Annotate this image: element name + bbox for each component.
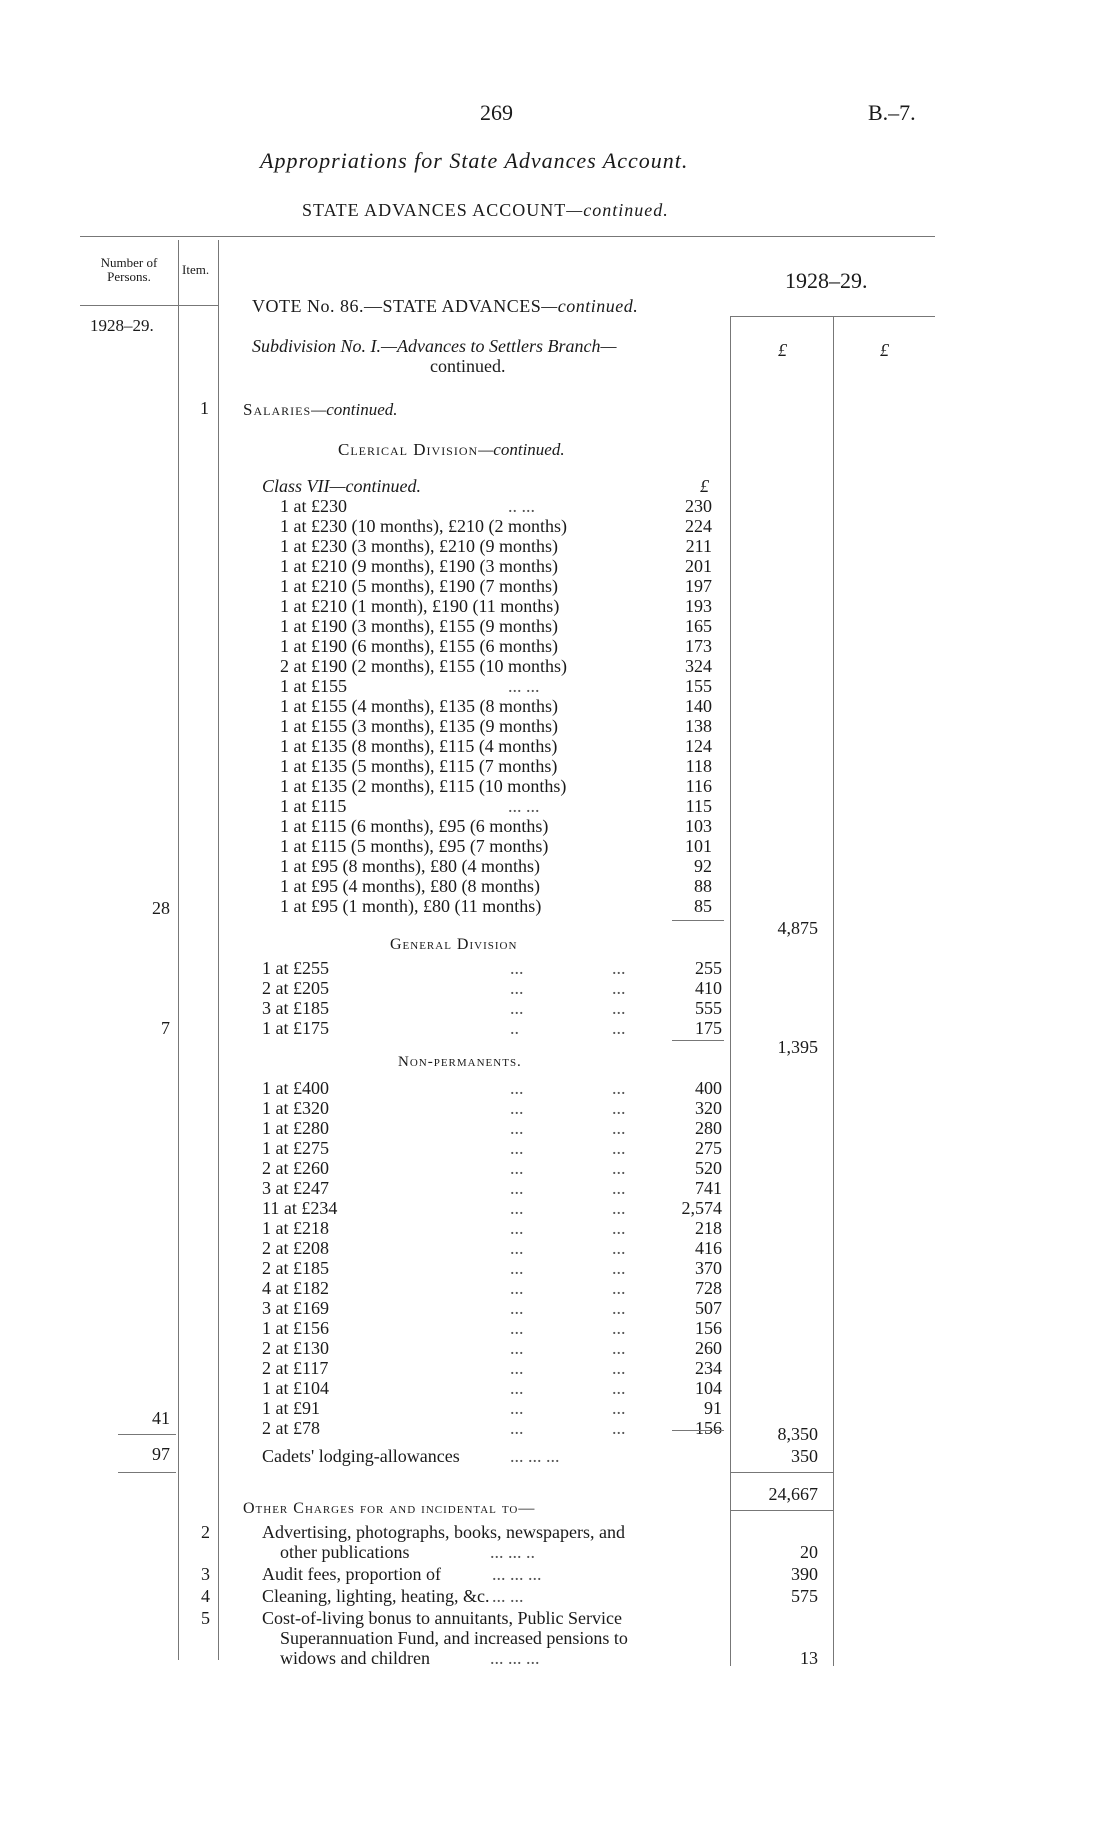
nonperm-row-dots-b: ...: [612, 1398, 626, 1418]
nonperm-row-amount: 91: [704, 1398, 722, 1418]
class-row: [280, 836, 730, 856]
class-row: [280, 856, 730, 876]
other-item-text: widows and children: [280, 1648, 430, 1668]
nonperm-row-desc: 1 at £280: [262, 1118, 329, 1138]
class-row-desc: 1 at £95 (8 months), £80 (4 months): [280, 856, 540, 876]
nonperm-persons: 41: [152, 1408, 170, 1428]
class-row-desc: 1 at £210 (9 months), £190 (3 months): [280, 556, 558, 576]
nonperm-row-desc: 1 at £275: [262, 1138, 329, 1158]
class-row-desc: 1 at £155 (3 months), £135 (9 months): [280, 716, 558, 736]
document-reference: B.–7.: [868, 100, 916, 125]
nonperm-row-dots-b: ...: [612, 1218, 626, 1238]
class-row-dots: ... ...: [508, 796, 540, 816]
class-row-amount: 211: [685, 536, 712, 556]
other-item-line3: [280, 1648, 740, 1668]
nonperm-row-desc: 3 at £169: [262, 1298, 329, 1318]
nonperm-row: [262, 1138, 732, 1158]
other-item-number: 2: [201, 1522, 210, 1542]
general-row-dots-a: ...: [510, 958, 524, 978]
clerical-subtotal-rule: [672, 920, 724, 921]
class-row-amount: 224: [685, 516, 712, 536]
account-subtitle-cont: —continued.: [566, 200, 669, 220]
other-item-number: 3: [201, 1564, 210, 1584]
nonperm-row: [262, 1178, 732, 1198]
nonperm-row-dots-b: ...: [612, 1278, 626, 1298]
nonperm-row: [262, 1098, 732, 1118]
general-row-desc: 1 at £255: [262, 958, 329, 978]
class-row-desc: 1 at £115 (5 months), £95 (7 months): [280, 836, 549, 856]
nonperm-row-dots-a: ...: [510, 1098, 524, 1118]
clerical-heading-main: Clerical Division: [338, 440, 479, 459]
class-row-desc: 1 at £230 (10 months), £210 (2 months): [280, 516, 567, 536]
nonperm-row-amount: 280: [695, 1118, 722, 1138]
clerical-persons: 28: [152, 898, 170, 918]
col-divider-amount: [833, 316, 834, 1666]
nonperm-row-amount: 234: [695, 1358, 722, 1378]
class-row-desc: 2 at £190 (2 months), £155 (10 months): [280, 656, 567, 676]
nonperm-row-dots-a: ...: [510, 1398, 524, 1418]
salaries-heading: [243, 400, 398, 420]
class-row: [280, 576, 730, 596]
class-row-amount: 103: [685, 816, 712, 836]
clerical-heading: [338, 440, 565, 460]
nonperm-row-amount: 520: [695, 1158, 722, 1178]
nonperm-row-desc: 2 at £260: [262, 1158, 329, 1178]
col-divider-persons: [178, 240, 179, 1660]
nonperm-row: [262, 1118, 732, 1138]
class-row-desc: 1 at £95 (1 month), £80 (11 months): [280, 896, 542, 916]
class-row-desc: 1 at £155: [280, 676, 347, 696]
nonperm-row-amount: 320: [695, 1098, 722, 1118]
subdivision-line2: continued.: [430, 356, 506, 376]
nonperm-row-amount: 507: [695, 1298, 722, 1318]
class-row: [280, 516, 730, 536]
general-row-dots-a: ...: [510, 978, 524, 998]
class-row-desc: 1 at £95 (4 months), £80 (8 months): [280, 876, 540, 896]
class-row-amount: 101: [685, 836, 712, 856]
other-item-text: Superannuation Fund, and increased pensions to: [280, 1628, 628, 1648]
other-item-number: 4: [201, 1586, 210, 1606]
class-row: [280, 716, 730, 736]
subdivision-line1: Subdivision No. I.—Advances to Settlers Branch—: [252, 336, 617, 356]
nonperm-row-desc: 3 at £247: [262, 1178, 329, 1198]
nonperm-row-dots-a: ...: [510, 1258, 524, 1278]
class-row: [280, 656, 730, 676]
class-row-desc: 1 at £190 (3 months), £155 (9 months): [280, 616, 558, 636]
other-item-amount: 20: [800, 1542, 818, 1562]
general-row-desc: 2 at £205: [262, 978, 329, 998]
persons-header-rule: [80, 305, 218, 306]
class-row-amount: 197: [685, 576, 712, 596]
salaries-heading-main: Salaries: [243, 400, 312, 419]
nonperm-row-dots-a: ...: [510, 1378, 524, 1398]
nonperm-row: [262, 1318, 732, 1338]
nonperm-row-dots-a: ...: [510, 1218, 524, 1238]
nonperm-row: [262, 1298, 732, 1318]
class-row-dots: ... ...: [508, 676, 540, 696]
general-row-dots-b: ...: [612, 958, 626, 978]
nonperm-row-dots-a: ...: [510, 1318, 524, 1338]
class-row: [280, 556, 730, 576]
class-row-desc: 1 at £155 (4 months), £135 (8 months): [280, 696, 558, 716]
cadets-dots: ... ... ...: [510, 1446, 560, 1466]
other-item-number: 5: [201, 1608, 210, 1628]
nonperm-row-desc: 2 at £78: [262, 1418, 320, 1438]
nonperm-row-dots-a: ...: [510, 1158, 524, 1178]
class-row: [280, 536, 730, 556]
other-item-text: Advertising, photographs, books, newspapers, and: [262, 1522, 625, 1542]
nonperm-row-dots-b: ...: [612, 1098, 626, 1118]
class-row: [280, 696, 730, 716]
other-item-line1: [262, 1564, 722, 1584]
nonperm-row-dots-a: ...: [510, 1298, 524, 1318]
general-division-heading: General Division: [390, 936, 518, 953]
vote-heading-main: VOTE No. 86.—STATE ADVANCES: [252, 296, 542, 316]
other-item-text: Cleaning, lighting, heating, &c.: [262, 1586, 490, 1606]
other-item-line2: [280, 1628, 740, 1648]
amount-header-rule: [730, 316, 935, 317]
non-permanents-heading: Non-permanents.: [398, 1054, 522, 1070]
nonperm-row: [262, 1198, 732, 1218]
nonperm-row: [262, 1218, 732, 1238]
nonperm-row-amount: 400: [695, 1078, 722, 1098]
nonperm-row-dots-b: ...: [612, 1418, 626, 1438]
nonperm-row-dots-b: ...: [612, 1078, 626, 1098]
general-row: [262, 978, 732, 998]
other-charges-heading: Other Charges for and incidental to—: [243, 1500, 536, 1517]
nonperm-row-amount: 104: [695, 1378, 722, 1398]
nonperm-row-desc: 1 at £400: [262, 1078, 329, 1098]
class-row-amount: 193: [685, 596, 712, 616]
class-row-amount: 118: [685, 756, 712, 776]
total-persons: 97: [152, 1444, 170, 1464]
class-row: [280, 676, 730, 696]
general-row-dots-b: ...: [612, 998, 626, 1018]
nonperm-row: [262, 1418, 732, 1438]
other-item-dots: ... ... ...: [492, 1564, 542, 1584]
nonperm-row-dots-b: ...: [612, 1178, 626, 1198]
salaries-total: 24,667: [768, 1484, 818, 1504]
class-row-amount: 173: [685, 636, 712, 656]
other-item-amount: 390: [791, 1564, 818, 1584]
nonperm-row-dots-b: ...: [612, 1298, 626, 1318]
clerical-total: 4,875: [777, 918, 818, 938]
class-row: [280, 596, 730, 616]
nonperm-row-desc: 1 at £218: [262, 1218, 329, 1238]
class-row-amount: 115: [685, 796, 712, 816]
class-row: [280, 736, 730, 756]
class-row-amount: 140: [685, 696, 712, 716]
nonperm-row: [262, 1258, 732, 1278]
general-row-amount: 175: [695, 1018, 722, 1038]
nonperm-row-dots-b: ...: [612, 1118, 626, 1138]
nonperm-row-dots-a: ...: [510, 1418, 524, 1438]
class-row-desc: 1 at £135 (5 months), £115 (7 months): [280, 756, 558, 776]
nonperm-row-amount: 728: [695, 1278, 722, 1298]
item-header: Item.: [182, 262, 210, 277]
general-row-amount: 410: [695, 978, 722, 998]
nonperm-row: [262, 1398, 732, 1418]
other-item-amount: 13: [800, 1648, 818, 1668]
nonperm-row-desc: 4 at £182: [262, 1278, 329, 1298]
number-of-persons-header: Number of Persons.: [100, 255, 158, 284]
nonperm-row-dots-a: ...: [510, 1198, 524, 1218]
page-title: Appropriations for State Advances Account.: [260, 148, 689, 173]
nonperm-row-dots-a: ...: [510, 1358, 524, 1378]
other-item-line1: [262, 1522, 722, 1542]
nonperm-row-dots-a: ...: [510, 1138, 524, 1158]
general-row-dots-a: ..: [510, 1018, 519, 1038]
class-row-amount: 165: [685, 616, 712, 636]
general-subtotal-rule: [672, 1040, 724, 1041]
nonperm-row: [262, 1338, 732, 1358]
class-row-desc: 1 at £190 (6 months), £155 (6 months): [280, 636, 558, 656]
class-row: [280, 616, 730, 636]
class-row: [280, 876, 730, 896]
other-item-text: other publications: [280, 1542, 410, 1562]
general-total: 1,395: [777, 1037, 818, 1057]
cadets-row: [262, 1446, 732, 1466]
salaries-heading-cont: —continued.: [311, 400, 398, 419]
vote-heading: [252, 296, 638, 317]
nonperm-row-desc: 1 at £320: [262, 1098, 329, 1118]
nonperm-row-amount: 370: [695, 1258, 722, 1278]
nonperm-row-amount: 156: [695, 1418, 722, 1438]
nonperm-subtotal-rule: [672, 1430, 724, 1431]
nonperm-row-desc: 2 at £185: [262, 1258, 329, 1278]
nonperm-row-dots-b: ...: [612, 1238, 626, 1258]
nonperm-row-dots-b: ...: [612, 1318, 626, 1338]
other-item-dots: ... ...: [492, 1586, 524, 1606]
nonperm-row-desc: 1 at £91: [262, 1398, 320, 1418]
class-row-desc: 1 at £210 (5 months), £190 (7 months): [280, 576, 558, 596]
class-row: [280, 896, 730, 916]
page-number: 269: [480, 100, 513, 125]
other-item-dots: ... ... ..: [490, 1542, 535, 1562]
general-row-dots-b: ...: [612, 978, 626, 998]
class-row-amount: 85: [694, 896, 712, 916]
nonperm-row: [262, 1158, 732, 1178]
general-row-amount: 255: [695, 958, 722, 978]
nonperm-row: [262, 1378, 732, 1398]
nonperm-row-amount: 416: [695, 1238, 722, 1258]
other-item-line1: [262, 1586, 722, 1606]
class-row-dots: .. ...: [508, 496, 535, 516]
nonperm-row-amount: 260: [695, 1338, 722, 1358]
class-row-amount: 201: [685, 556, 712, 576]
nonperm-row-desc: 1 at £156: [262, 1318, 329, 1338]
class-label: Class VII—continued.: [262, 476, 421, 496]
nonperm-row: [262, 1238, 732, 1258]
nonperm-row-dots-a: ...: [510, 1278, 524, 1298]
other-item-line2: [280, 1542, 740, 1562]
class-row: [280, 796, 730, 816]
other-item-amount: 575: [791, 1586, 818, 1606]
salaries-item-number: 1: [200, 398, 209, 418]
class-row-desc: 1 at £210 (1 month), £190 (11 months): [280, 596, 560, 616]
pound-col2: £: [880, 340, 889, 360]
nonperm-row-desc: 2 at £130: [262, 1338, 329, 1358]
nonperm-row-dots-a: ...: [510, 1118, 524, 1138]
nonperm-row: [262, 1358, 732, 1378]
class-row-amount: 124: [685, 736, 712, 756]
class-row-amount: 116: [685, 776, 712, 796]
class-row: [280, 496, 730, 516]
nonperm-row-desc: 2 at £117: [262, 1358, 329, 1378]
salaries-total-rule-bottom: [730, 1510, 833, 1511]
nonperm-row-dots-b: ...: [612, 1258, 626, 1278]
nonperm-row-dots-a: ...: [510, 1078, 524, 1098]
class-row-amount: 155: [685, 676, 712, 696]
nonperm-row-desc: 11 at £234: [262, 1198, 338, 1218]
account-subtitle-main: STATE ADVANCES ACCOUNT: [302, 200, 567, 220]
other-item-line1: [262, 1608, 722, 1628]
nonperm-row: [262, 1278, 732, 1298]
class-row: [280, 636, 730, 656]
col-divider-item: [218, 240, 219, 1660]
general-row-dots-a: ...: [510, 998, 524, 1018]
nonperm-row-dots-b: ...: [612, 1378, 626, 1398]
class-row-amount: 92: [694, 856, 712, 876]
other-item-text: Audit fees, proportion of: [262, 1564, 441, 1584]
class-row: [280, 816, 730, 836]
class-row-amount: 230: [685, 496, 712, 516]
nonperm-total: 8,350: [777, 1424, 818, 1444]
class-row-desc: 1 at £115: [280, 796, 347, 816]
nonperm-row-dots-b: ...: [612, 1338, 626, 1358]
class-row-amount: 138: [685, 716, 712, 736]
nonperm-row-amount: 275: [695, 1138, 722, 1158]
general-persons: 7: [161, 1018, 170, 1038]
clerical-heading-cont: —continued.: [478, 440, 565, 459]
class-row-desc: 1 at £115 (6 months), £95 (6 months): [280, 816, 549, 836]
general-row: [262, 958, 732, 978]
vote-heading-cont: —continued.: [541, 296, 639, 316]
cadets-amount: 350: [791, 1446, 818, 1466]
general-row-desc: 3 at £185: [262, 998, 329, 1018]
nonperm-row-desc: 1 at £104: [262, 1378, 329, 1398]
nonperm-row-dots-a: ...: [510, 1178, 524, 1198]
general-row-desc: 1 at £175: [262, 1018, 329, 1038]
class-row-desc: 1 at £135 (8 months), £115 (4 months): [280, 736, 558, 756]
nonperm-row-dots-b: ...: [612, 1158, 626, 1178]
general-row: [262, 1018, 732, 1038]
nonperm-row-dots-a: ...: [510, 1238, 524, 1258]
year-right: 1928–29.: [785, 268, 868, 293]
nonperm-row-dots-b: ...: [612, 1358, 626, 1378]
nonperm-row-dots-b: ...: [612, 1198, 626, 1218]
persons-bottom-rule: [118, 1472, 176, 1473]
nonperm-row-amount: 741: [695, 1178, 722, 1198]
nonperm-row-amount: 2,574: [681, 1198, 722, 1218]
other-item-dots: ... ... ...: [490, 1648, 540, 1668]
class-row-amount: 324: [685, 656, 712, 676]
class-row-amount: 88: [694, 876, 712, 896]
nonperm-row-amount: 156: [695, 1318, 722, 1338]
class-pound-sign: £: [700, 476, 709, 496]
nonperm-row-dots-b: ...: [612, 1138, 626, 1158]
cadets-label: Cadets' lodging-allowances: [262, 1446, 460, 1466]
nonperm-row-dots-a: ...: [510, 1338, 524, 1358]
nonperm-row-amount: 218: [695, 1218, 722, 1238]
class-row-desc: 1 at £230: [280, 496, 347, 516]
pound-col1: £: [778, 340, 787, 360]
year-left: 1928–29.: [90, 316, 154, 335]
persons-total-rule: [118, 1434, 176, 1435]
other-item-text: Cost-of-living bonus to annuitants, Public Service: [262, 1608, 622, 1628]
nonperm-row-desc: 2 at £208: [262, 1238, 329, 1258]
general-row-amount: 555: [695, 998, 722, 1018]
nonperm-row: [262, 1078, 732, 1098]
class-row-desc: 1 at £135 (2 months), £115 (10 months): [280, 776, 567, 796]
salaries-total-rule-top: [730, 1472, 833, 1473]
top-rule: [80, 236, 935, 237]
class-row: [280, 756, 730, 776]
class-row: [280, 776, 730, 796]
general-row: [262, 998, 732, 1018]
class-row-desc: 1 at £230 (3 months), £210 (9 months): [280, 536, 558, 556]
account-subtitle: [302, 200, 669, 221]
general-row-dots-b: ...: [612, 1018, 626, 1038]
